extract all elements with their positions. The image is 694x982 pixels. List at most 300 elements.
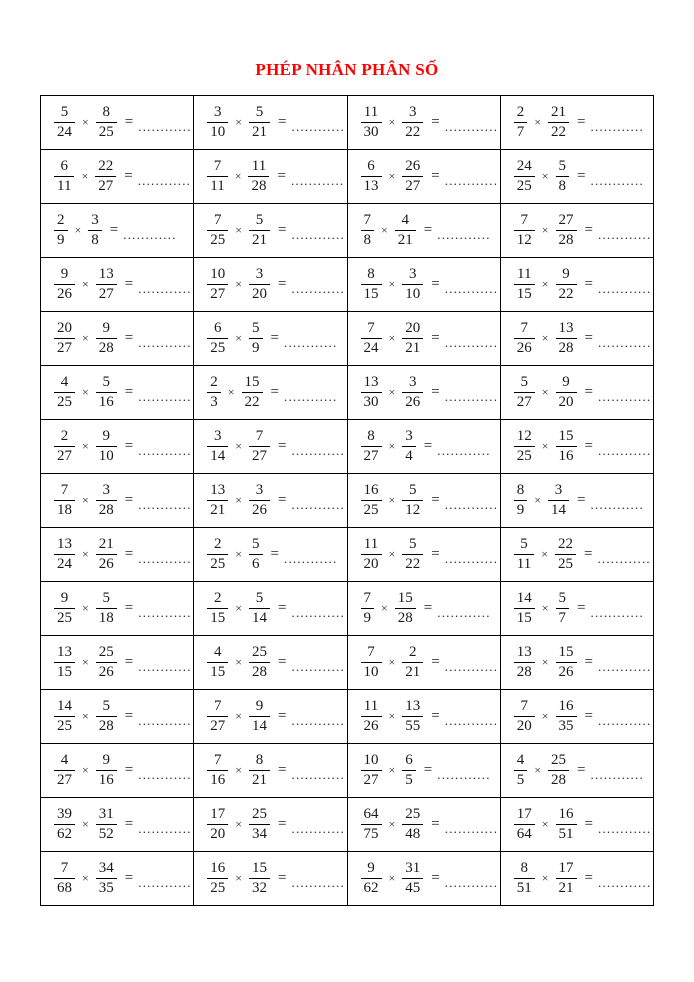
problem-expression — [501, 644, 653, 682]
fraction-2 — [96, 644, 117, 682]
denominator-1: 18 — [54, 500, 75, 519]
numerator-2: 3 — [554, 481, 563, 498]
problem-cell — [500, 744, 653, 798]
fraction-1 — [54, 482, 75, 520]
equals-sign: = — [270, 546, 279, 562]
problem-cell — [194, 420, 347, 474]
numerator-1: 6 — [367, 157, 375, 174]
problem-expression — [348, 374, 500, 412]
multiply-sign: × — [388, 277, 396, 291]
answer-blank: ............ — [590, 118, 644, 134]
fraction-2 — [402, 752, 416, 790]
problem-expression — [194, 266, 346, 304]
equals-sign: = — [124, 816, 134, 832]
numerator-1: 13 — [210, 481, 226, 498]
multiply-sign: × — [82, 385, 89, 399]
equals-sign: = — [124, 384, 134, 400]
denominator-1: 27 — [207, 284, 228, 303]
denominator-1: 20 — [361, 554, 382, 573]
equals-sign: = — [423, 600, 433, 616]
fraction-2 — [395, 212, 416, 250]
numerator-2: 16 — [558, 805, 574, 822]
fraction-1 — [514, 698, 535, 736]
fraction-2 — [402, 806, 423, 844]
denominator-1: 9 — [361, 608, 375, 627]
answer-blank: ............ — [444, 118, 499, 134]
denominator-2: 9 — [249, 338, 263, 357]
denominator-1: 27 — [361, 446, 382, 465]
denominator-1: 20 — [514, 716, 535, 735]
fraction-2 — [402, 428, 416, 466]
answer-blank: ............ — [444, 712, 499, 728]
answer-blank: ............ — [138, 604, 192, 620]
equals-sign: = — [584, 870, 593, 886]
numerator-2: 34 — [98, 859, 114, 876]
answer-blank: ............ — [598, 874, 652, 890]
answer-blank: ............ — [590, 766, 644, 782]
numerator-2: 31 — [405, 859, 421, 876]
denominator-1: 27 — [514, 392, 535, 411]
problem-cell — [347, 852, 500, 906]
fraction-2 — [249, 320, 263, 358]
equals-sign: = — [278, 222, 287, 238]
problem-expression — [194, 212, 346, 250]
denominator-2: 28 — [96, 500, 117, 519]
numerator-1: 4 — [60, 373, 69, 390]
problem-cell — [41, 420, 194, 474]
fraction-2 — [402, 860, 423, 898]
denominator-1: 8 — [361, 230, 375, 249]
answer-blank: ............ — [138, 496, 192, 512]
problem-expression — [501, 752, 653, 790]
problem-row — [41, 744, 654, 798]
multiply-sign: × — [82, 331, 89, 345]
problem-cell — [194, 528, 347, 582]
problem-expression — [348, 536, 500, 574]
fraction-1 — [207, 752, 228, 790]
denominator-1: 7 — [514, 122, 528, 141]
problem-expression — [348, 266, 500, 304]
equals-sign: = — [431, 276, 440, 292]
fraction-2 — [548, 482, 569, 520]
numerator-2: 5 — [102, 589, 111, 606]
problem-cell — [41, 528, 194, 582]
denominator-2: 51 — [556, 824, 577, 843]
problem-cell — [347, 150, 500, 204]
denominator-2: 55 — [402, 716, 423, 735]
answer-blank: ............ — [598, 712, 652, 728]
numerator-2: 3 — [409, 373, 417, 390]
answer-blank: ............ — [123, 226, 177, 242]
answer-blank: ............ — [444, 820, 499, 836]
denominator-1: 11 — [514, 554, 534, 573]
numerator-1: 4 — [214, 643, 222, 660]
answer-blank: ............ — [444, 172, 499, 188]
fraction-2 — [402, 266, 423, 304]
equals-sign: = — [278, 600, 287, 616]
numerator-2: 5 — [409, 535, 417, 552]
denominator-1: 11 — [54, 176, 74, 195]
problem-expression — [501, 482, 653, 520]
fraction-2 — [96, 104, 117, 142]
numerator-1: 6 — [214, 319, 222, 336]
numerator-1: 7 — [60, 481, 69, 498]
denominator-1: 25 — [207, 230, 228, 249]
problem-cell — [500, 366, 653, 420]
multiply-sign: × — [234, 169, 242, 183]
fraction-1 — [514, 266, 535, 304]
fraction-2 — [556, 374, 577, 412]
problem-cell — [347, 420, 500, 474]
denominator-1: 15 — [361, 284, 382, 303]
problem-expression — [41, 536, 193, 574]
problem-expression — [501, 212, 653, 250]
fraction-1 — [361, 428, 382, 466]
equals-sign: = — [584, 708, 593, 724]
answer-blank: ............ — [138, 766, 192, 782]
denominator-2: 8 — [88, 230, 102, 249]
numerator-2: 5 — [255, 103, 264, 120]
denominator-1: 15 — [514, 608, 535, 627]
multiply-sign: × — [541, 439, 549, 453]
denominator-2: 25 — [555, 554, 576, 573]
fraction-1 — [207, 644, 228, 682]
denominator-2: 27 — [402, 176, 423, 195]
answer-blank: ............ — [284, 550, 338, 566]
problem-row — [41, 582, 654, 636]
problem-cell — [194, 204, 347, 258]
problems-body — [41, 96, 654, 906]
fraction-2 — [242, 374, 263, 412]
fraction-1 — [514, 482, 528, 520]
denominator-1: 26 — [361, 716, 382, 735]
problem-expression — [41, 698, 193, 736]
fraction-1 — [54, 266, 75, 304]
equals-sign: = — [584, 816, 593, 832]
numerator-1: 7 — [363, 211, 371, 228]
problem-expression — [501, 374, 653, 412]
numerator-2: 3 — [405, 427, 413, 444]
problem-expression — [41, 104, 193, 142]
numerator-1: 9 — [60, 589, 69, 606]
problem-cell — [194, 366, 347, 420]
numerator-1: 12 — [516, 427, 532, 444]
problem-cell — [500, 474, 653, 528]
numerator-2: 13 — [558, 319, 574, 336]
equals-sign: = — [278, 816, 287, 832]
denominator-2: 32 — [249, 878, 270, 897]
numerator-1: 5 — [520, 373, 528, 390]
problem-expression — [501, 320, 653, 358]
answer-blank: ............ — [444, 658, 499, 674]
problem-cell — [500, 636, 653, 690]
problem-cell — [347, 690, 500, 744]
multiply-sign: × — [227, 385, 235, 399]
fraction-1 — [361, 320, 382, 358]
fraction-1 — [361, 806, 382, 844]
numerator-1: 64 — [363, 805, 379, 822]
answer-blank: ............ — [444, 388, 499, 404]
denominator-1: 13 — [361, 176, 382, 195]
equals-sign: = — [124, 654, 134, 670]
denominator-2: 45 — [402, 878, 423, 897]
numerator-1: 17 — [516, 805, 532, 822]
numerator-2: 11 — [251, 157, 267, 174]
fraction-2 — [556, 158, 570, 196]
fraction-1 — [514, 752, 528, 790]
denominator-1: 10 — [207, 122, 228, 141]
multiply-sign: × — [235, 331, 243, 345]
problem-cell — [41, 258, 194, 312]
equals-sign: = — [278, 114, 287, 130]
problem-cell — [41, 366, 194, 420]
fraction-1 — [361, 266, 382, 304]
multiply-sign: × — [82, 763, 89, 777]
fraction-1 — [54, 644, 75, 682]
numerator-2: 2 — [409, 643, 417, 660]
fraction-1 — [514, 644, 535, 682]
denominator-1: 27 — [361, 770, 382, 789]
problem-cell — [41, 150, 194, 204]
denominator-1: 25 — [514, 446, 535, 465]
fraction-1 — [207, 482, 228, 520]
answer-blank: ............ — [590, 172, 644, 188]
denominator-2: 14 — [548, 500, 569, 519]
fraction-2 — [249, 212, 270, 250]
answer-blank: ............ — [138, 280, 192, 296]
equals-sign: = — [124, 600, 134, 616]
equals-sign: = — [431, 654, 440, 670]
denominator-2: 7 — [556, 608, 570, 627]
denominator-1: 30 — [361, 392, 382, 411]
denominator-1: 26 — [514, 338, 535, 357]
multiply-sign: × — [388, 817, 396, 831]
numerator-1: 11 — [363, 103, 379, 120]
fraction-2 — [548, 752, 569, 790]
multiply-sign: × — [235, 493, 243, 507]
fraction-2 — [249, 752, 270, 790]
answer-blank: ............ — [291, 442, 345, 458]
problem-expression — [348, 320, 500, 358]
numerator-2: 15 — [558, 643, 574, 660]
denominator-2: 22 — [402, 122, 423, 141]
answer-blank: ............ — [444, 550, 499, 566]
equals-sign: = — [124, 870, 134, 886]
numerator-1: 2 — [214, 589, 222, 606]
problem-expression — [194, 536, 346, 574]
problem-cell — [500, 96, 653, 150]
equals-sign: = — [577, 168, 586, 184]
problem-expression — [348, 482, 500, 520]
fraction-1 — [207, 698, 228, 736]
equals-sign: = — [431, 816, 440, 832]
denominator-2: 27 — [249, 446, 270, 465]
problem-cell — [194, 636, 347, 690]
denominator-1: 24 — [54, 122, 75, 141]
fraction-1 — [361, 212, 375, 250]
fraction-2 — [248, 158, 269, 196]
problem-expression — [41, 644, 193, 682]
fraction-2 — [402, 104, 423, 142]
fraction-2 — [556, 428, 577, 466]
equals-sign: = — [584, 222, 593, 238]
denominator-2: 26 — [96, 662, 117, 681]
equals-sign: = — [278, 654, 287, 670]
multiply-sign: × — [82, 277, 89, 291]
denominator-2: 21 — [249, 770, 270, 789]
equals-sign: = — [584, 654, 593, 670]
denominator-1: 25 — [54, 716, 75, 735]
fraction-1 — [54, 806, 75, 844]
numerator-1: 10 — [210, 265, 226, 282]
answer-blank: ............ — [437, 226, 491, 242]
equals-sign: = — [270, 384, 279, 400]
problem-expression — [194, 644, 346, 682]
fraction-1 — [361, 536, 382, 574]
problem-expression — [348, 428, 500, 466]
numerator-2: 9 — [562, 373, 570, 390]
fraction-1 — [207, 104, 228, 142]
numerator-2: 9 — [562, 265, 570, 282]
denominator-1: 20 — [207, 824, 228, 843]
problem-expression — [194, 860, 346, 898]
denominator-1: 26 — [54, 284, 75, 303]
problem-row — [41, 852, 654, 906]
denominator-2: 10 — [96, 446, 117, 465]
denominator-2: 21 — [402, 338, 423, 357]
answer-blank: ............ — [437, 604, 491, 620]
numerator-1: 7 — [363, 589, 371, 606]
numerator-2: 20 — [405, 319, 421, 336]
answer-blank: ............ — [290, 172, 345, 188]
denominator-1: 15 — [54, 662, 75, 681]
denominator-2: 16 — [556, 446, 577, 465]
problem-row — [41, 690, 654, 744]
equals-sign: = — [270, 330, 279, 346]
equals-sign: = — [278, 438, 287, 454]
problems-table — [40, 95, 654, 906]
multiply-sign: × — [541, 223, 549, 237]
fraction-2 — [249, 860, 270, 898]
multiply-sign: × — [388, 331, 396, 345]
multiply-sign: × — [82, 493, 89, 507]
fraction-2 — [402, 320, 423, 358]
numerator-1: 39 — [57, 805, 72, 822]
numerator-2: 13 — [405, 697, 421, 714]
numerator-2: 16 — [558, 697, 574, 714]
fraction-1 — [361, 374, 382, 412]
problem-expression — [348, 806, 500, 844]
problem-cell — [194, 582, 347, 636]
multiply-sign: × — [388, 763, 396, 777]
numerator-1: 16 — [363, 481, 379, 498]
equals-sign: = — [584, 276, 593, 292]
fraction-1 — [361, 158, 382, 196]
fraction-2 — [556, 806, 577, 844]
multiply-sign: × — [235, 871, 243, 885]
multiply-sign: × — [388, 493, 396, 507]
problem-cell — [194, 258, 347, 312]
denominator-1: 25 — [54, 608, 75, 627]
fraction-1 — [514, 158, 535, 196]
numerator-1: 11 — [363, 535, 379, 552]
fraction-2 — [249, 536, 263, 574]
numerator-2: 9 — [102, 427, 111, 444]
multiply-sign: × — [388, 385, 396, 399]
denominator-2: 35 — [556, 716, 577, 735]
answer-blank: ............ — [138, 874, 192, 890]
denominator-1: 9 — [54, 230, 68, 249]
fraction-2 — [249, 266, 270, 304]
equals-sign: = — [584, 330, 593, 346]
denominator-2: 35 — [96, 878, 117, 897]
equals-sign: = — [278, 708, 287, 724]
answer-blank: ............ — [444, 496, 499, 512]
multiply-sign: × — [388, 709, 396, 723]
fraction-2 — [249, 698, 270, 736]
equals-sign: = — [583, 546, 593, 562]
fraction-1 — [361, 104, 382, 142]
equals-sign: = — [577, 762, 586, 778]
fraction-2 — [556, 698, 577, 736]
multiply-sign: × — [74, 223, 82, 237]
problem-expression — [41, 320, 193, 358]
problem-expression — [348, 644, 500, 682]
fraction-2 — [96, 428, 117, 466]
numerator-2: 5 — [252, 319, 260, 336]
multiply-sign: × — [541, 385, 549, 399]
numerator-2: 3 — [409, 103, 417, 120]
denominator-2: 10 — [402, 284, 423, 303]
denominator-1: 62 — [361, 878, 382, 897]
fraction-1 — [54, 860, 75, 898]
fraction-2 — [556, 212, 577, 250]
problem-expression — [348, 158, 500, 196]
denominator-1: 64 — [514, 824, 535, 843]
numerator-2: 4 — [401, 211, 410, 228]
numerator-1: 11 — [517, 265, 532, 282]
denominator-2: 8 — [556, 176, 570, 195]
fraction-1 — [514, 590, 535, 628]
denominator-2: 27 — [96, 284, 117, 303]
problem-expression — [194, 104, 346, 142]
multiply-sign: × — [534, 763, 542, 777]
fraction-1 — [54, 104, 75, 142]
fraction-1 — [54, 752, 75, 790]
numerator-2: 22 — [557, 535, 573, 552]
denominator-1: 25 — [361, 500, 382, 519]
multiply-sign: × — [541, 169, 549, 183]
problem-row — [41, 312, 654, 366]
problem-cell — [347, 636, 500, 690]
problem-expression — [41, 374, 193, 412]
problem-expression — [194, 158, 346, 196]
numerator-1: 13 — [57, 535, 72, 552]
problem-cell — [500, 852, 653, 906]
numerator-2: 15 — [558, 427, 574, 444]
denominator-2: 28 — [556, 230, 577, 249]
numerator-2: 15 — [397, 589, 413, 606]
denominator-1: 16 — [207, 770, 228, 789]
numerator-2: 25 — [252, 805, 268, 822]
problem-expression — [41, 158, 193, 196]
page-title: PHÉP NHÂN PHÂN SỐ — [255, 60, 439, 79]
fraction-1 — [514, 428, 535, 466]
numerator-1: 5 — [520, 535, 528, 552]
problem-row — [41, 96, 654, 150]
numerator-1: 11 — [363, 697, 379, 714]
problem-expression — [348, 698, 500, 736]
